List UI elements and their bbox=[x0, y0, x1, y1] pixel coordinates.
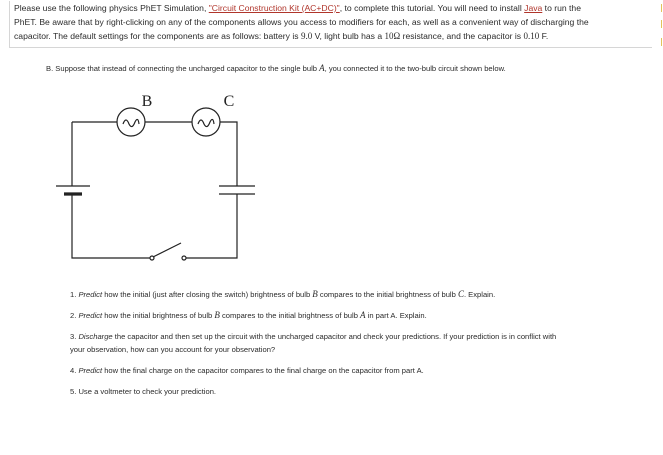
question-number: 4. bbox=[70, 366, 79, 375]
question-text: Use a voltmeter to check your prediction. bbox=[78, 387, 217, 396]
bulb-c-icon bbox=[192, 108, 220, 136]
wire-right-lower bbox=[186, 194, 237, 258]
bulb-b-filament bbox=[123, 119, 139, 126]
intro-text: Please use the following physics PhET Simulation, bbox=[14, 3, 209, 13]
switch-blade bbox=[153, 243, 181, 257]
intro-text: , to complete this tutorial. You will need to install bbox=[339, 3, 525, 13]
bulb-var: B bbox=[214, 310, 220, 320]
question-2 bbox=[70, 309, 660, 323]
intro-text: to run the bbox=[542, 3, 581, 13]
question-verb: Discharge bbox=[78, 332, 113, 341]
bulb-var: C bbox=[457, 289, 464, 299]
java-link[interactable]: Java bbox=[524, 3, 543, 13]
intro-text: capacitor. The default settings for the components are as follows: battery is bbox=[14, 31, 301, 41]
question-3 bbox=[70, 331, 660, 356]
question-text: how the initial brightness of bulb bbox=[102, 311, 215, 320]
battery-value: 9.0 bbox=[300, 31, 313, 41]
question-number: 5. bbox=[70, 387, 79, 396]
bulb-var: A bbox=[360, 310, 366, 320]
resistance-value: 10Ω bbox=[384, 31, 401, 41]
bulb-b-icon bbox=[117, 108, 145, 136]
bulb-a-var: A bbox=[319, 63, 325, 73]
question-1 bbox=[70, 288, 660, 302]
intro-text: resistance, and the capacitor is bbox=[400, 31, 524, 41]
intro-text: V, light bulb has a bbox=[312, 31, 385, 41]
wire-left-lower bbox=[72, 194, 150, 258]
question-verb: Predict bbox=[78, 290, 103, 299]
question-verb: Predict bbox=[78, 311, 103, 320]
question-text: your observation, how can you account for your observation? bbox=[70, 344, 276, 354]
bulb-c-filament bbox=[198, 119, 214, 126]
intro-line-2: PhET. Be aware that by right-clicking on any of the components allows you access to modifiers for each, as well as a convenient way of discharging the bbox=[14, 17, 589, 27]
prompt-text: B. Suppose that instead of connecting the uncharged capacitor to the single bulb bbox=[46, 64, 320, 73]
question-number: 2. bbox=[70, 311, 79, 320]
switch-terminal-right bbox=[182, 256, 186, 260]
question-text: in part A. Explain. bbox=[365, 311, 427, 320]
question-5 bbox=[70, 386, 660, 399]
label-b: B bbox=[141, 93, 153, 110]
question-number: 3. bbox=[70, 332, 79, 341]
question-text: compares to the initial brightness of bulb bbox=[219, 311, 361, 320]
prompt-text: , you connected it to the two-bulb circuit shown below. bbox=[324, 64, 506, 73]
question-text: how the initial (just after closing the switch) brightness of bulb bbox=[102, 290, 313, 299]
wire-top bbox=[72, 122, 237, 186]
bulb-var: B bbox=[312, 289, 318, 299]
question-text: compares to the initial brightness of bulb bbox=[317, 290, 458, 299]
question-text: . Explain. bbox=[463, 290, 496, 299]
question-text: the capacitor and then set up the circuit with the uncharged capacitor and check your predictions. If your prediction is in conflict with bbox=[112, 332, 557, 341]
question-verb: Predict bbox=[78, 366, 103, 375]
question-number: 1. bbox=[70, 290, 79, 299]
label-c: C bbox=[223, 93, 235, 110]
capacitance-value: 0.10 bbox=[523, 31, 540, 41]
intro-text: F. bbox=[539, 31, 549, 41]
question-4 bbox=[70, 365, 660, 378]
question-text: how the final charge on the capacitor compares to the final charge on the capacitor from part A. bbox=[102, 366, 424, 375]
simulation-link[interactable]: "Circuit Construction Kit (AC+DC)" bbox=[208, 3, 340, 13]
